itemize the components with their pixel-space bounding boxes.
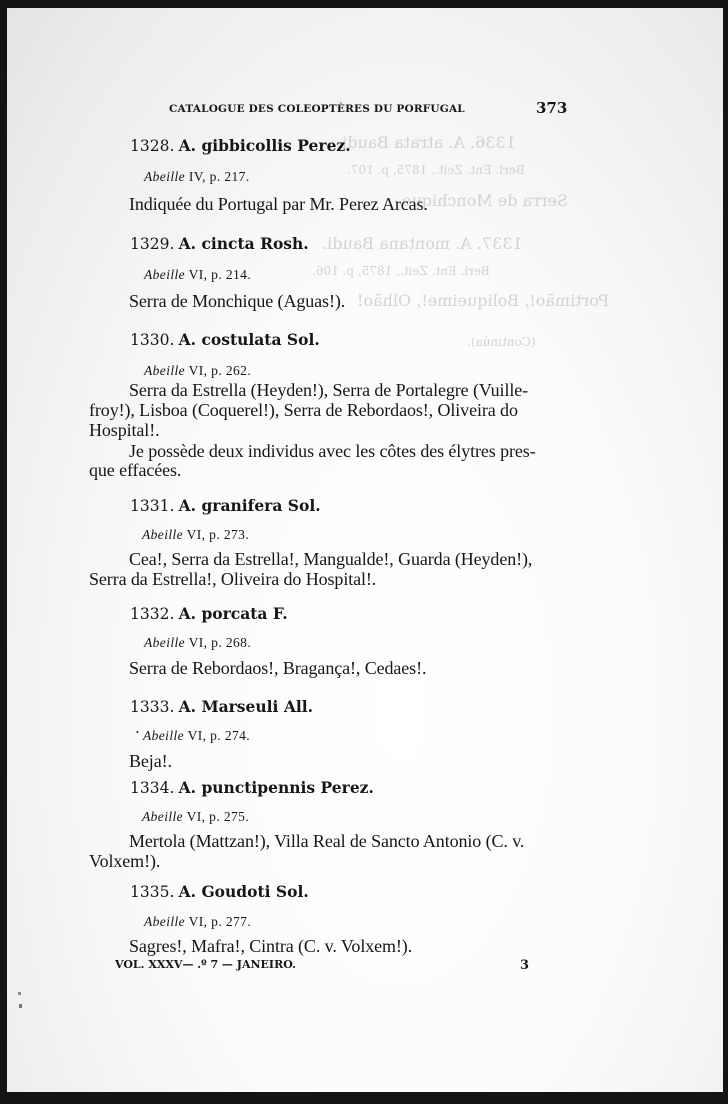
entry-heading <box>130 234 309 254</box>
entry-text-line: Volxem!). <box>89 851 161 871</box>
signature-mark: 3 <box>520 958 530 973</box>
reference-journal: Abeille <box>142 728 185 743</box>
reference-journal: Abeille <box>142 809 184 824</box>
species-name: A. Marseuli All. <box>178 697 314 716</box>
species-name: A. gibbicollis Perez. <box>178 136 351 155</box>
signature-line: VOL. XXXV— .º 7 — JANEIRO. <box>115 958 296 971</box>
scan-speck <box>19 1004 22 1008</box>
entry-heading <box>130 496 321 516</box>
entry-text-line: Cea!, Serra da Estrella!, Mangualde!, Guarda (Heyden!), <box>129 549 533 569</box>
entry-text-line: Sagres!, Mafra!, Cintra (C. v. Volxem!). <box>129 936 413 956</box>
reference-journal: Abeille <box>144 267 186 282</box>
show-through-text: 1336. A. atrata Baudi. <box>337 133 516 152</box>
entry-number: 1332. <box>130 605 175 623</box>
entry-heading <box>130 778 374 798</box>
show-through-text: Portimão!, Boliqueime!, Olhão! <box>357 291 610 310</box>
entry-number: 1328. <box>130 137 175 155</box>
entry-text-line: froy!), Lisboa (Coquerel!), Serra de Rebordaos!, Oliveira do <box>89 400 518 420</box>
reference-journal: Abeille <box>144 914 186 929</box>
reference-detail: VI, p. 268. <box>188 635 252 650</box>
entry-heading <box>130 136 351 156</box>
reference-journal: Abeille <box>144 363 186 378</box>
entry-text-line: Serra da Estrella (Heyden!), Serra de Portalegre (Vuille- <box>129 380 529 400</box>
show-through-text: 1337. A. montana Baudi. <box>322 234 523 253</box>
entry-text-line: Serra da Estrella!, Oliveira do Hospital!. <box>89 569 377 589</box>
reference-detail: IV, p. 217. <box>188 169 250 184</box>
show-through-text: Serra de Monchique <box>402 191 568 210</box>
page-number: 373 <box>536 99 568 117</box>
entry-text-line: Beja!. <box>129 751 172 771</box>
entry-text-line: Indiquée du Portugal par Mr. Perez Arcas. <box>129 194 428 214</box>
entry-reference <box>144 914 251 930</box>
entry-number: 1334. <box>130 779 175 797</box>
entry-heading <box>130 604 288 624</box>
entry-text-line: Je possède deux individus avec les côtes des élytres pres- <box>129 441 536 461</box>
reference-detail: VI, p. 275. <box>186 809 250 824</box>
entry-text-line: Serra de Rebordaos!, Bragança!, Cedaes!. <box>129 658 427 678</box>
entry-number: 1330. <box>130 331 175 349</box>
show-through-text: Berl. Ent. Zeit., 1875, p. 106. <box>312 264 490 278</box>
entry-text-line: Mertola (Mattzan!), Villa Real de Sancto Antonio (C. v. <box>129 831 525 851</box>
species-name: A. punctipennis Perez. <box>178 778 374 797</box>
entry-text-line: Serra de Monchique (Aguas!). <box>129 291 346 311</box>
entry-number: 1335. <box>130 883 175 901</box>
reference-detail: VI, p. 214. <box>188 267 252 282</box>
show-through-text: (Continúa). <box>467 335 536 349</box>
entry-heading <box>130 330 320 350</box>
entry-text-line: que effacées. <box>89 460 182 480</box>
entry-reference <box>144 267 251 283</box>
show-through-text: Berl. Ent. Zeit., 1875, p. 107. <box>347 163 525 177</box>
entry-reference <box>144 635 251 651</box>
entry-number: 1329. <box>130 235 175 253</box>
reference-journal: Abeille <box>144 635 186 650</box>
entry-reference <box>144 363 251 379</box>
running-title: CATALOGUE DES COLEOPTÈRES DU PORFUGAL <box>169 103 465 115</box>
reference-detail: VI, p. 262. <box>188 363 252 378</box>
species-name: A. cincta Rosh. <box>178 234 309 253</box>
entry-reference <box>142 809 249 825</box>
entry-reference <box>142 527 249 543</box>
entry-number: 1331. <box>130 497 175 515</box>
reference-detail: VI, p. 273. <box>186 527 250 542</box>
entry-heading <box>130 882 309 902</box>
reference-journal: Abeille <box>144 169 186 184</box>
entry-heading <box>130 697 313 717</box>
reference-detail: VI, p. 274. <box>187 728 251 743</box>
scan-speck <box>18 992 21 995</box>
printer-mark: • <box>136 728 140 737</box>
reference-journal: Abeille <box>142 527 184 542</box>
entry-reference <box>144 169 250 185</box>
document-page <box>7 8 723 1092</box>
entry-reference <box>136 728 250 744</box>
species-name: A. granifera Sol. <box>178 496 321 515</box>
entry-number: 1333. <box>130 698 175 716</box>
reference-detail: VI, p. 277. <box>188 914 252 929</box>
species-name: A. porcata F. <box>178 604 288 623</box>
species-name: A. Goudoti Sol. <box>178 882 309 901</box>
entry-text-line: Hospital!. <box>89 420 160 440</box>
species-name: A. costulata Sol. <box>178 330 320 349</box>
